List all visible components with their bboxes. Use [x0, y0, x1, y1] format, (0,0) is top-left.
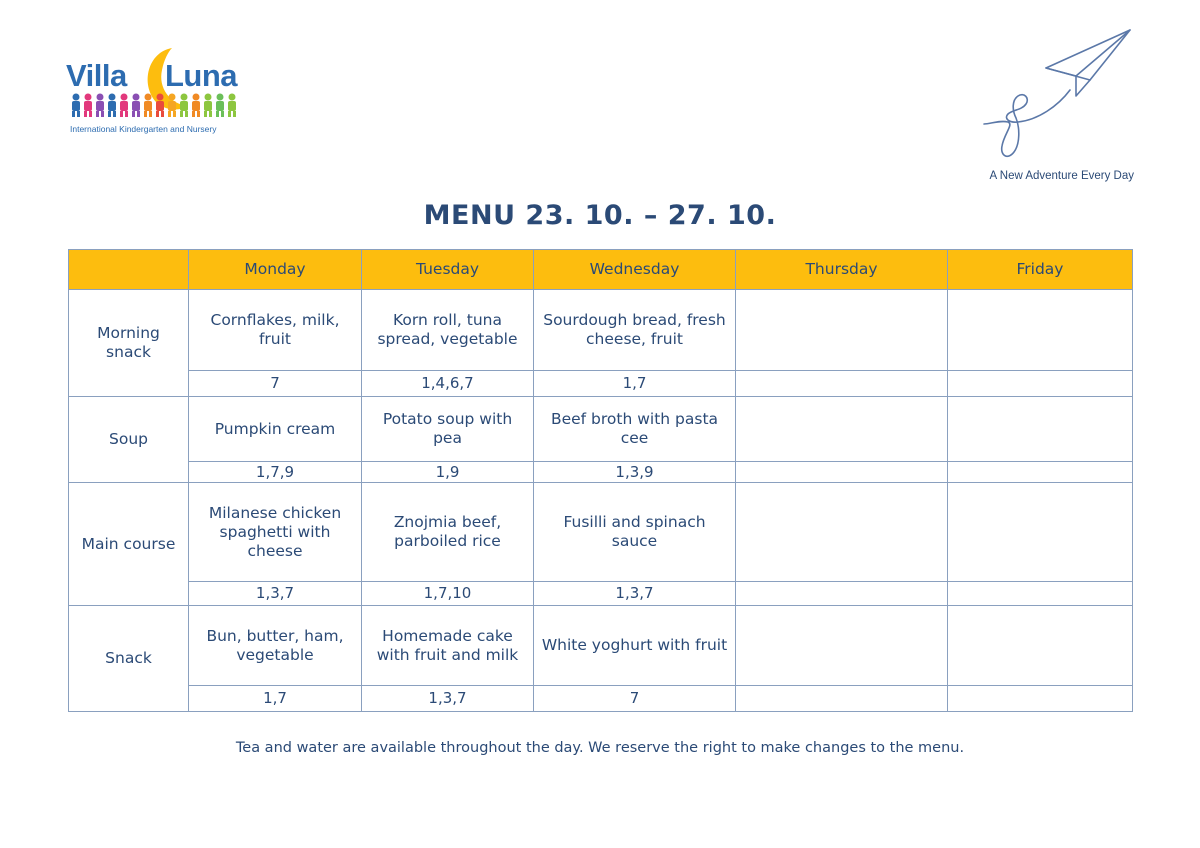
- meal-cell: Potato soup with pea: [362, 397, 534, 462]
- paper-plane-icon: [978, 28, 1138, 160]
- allergen-cell: 1,7,10: [362, 582, 534, 606]
- meal-cell: [948, 290, 1133, 371]
- allergen-cell: [948, 686, 1133, 712]
- allergen-row-main-course: [69, 582, 1133, 606]
- allergen-cell: 1,7,9: [189, 462, 362, 483]
- allergen-row-snack: [69, 686, 1133, 712]
- day-header-monday: Monday: [189, 250, 362, 290]
- meal-cell: [948, 483, 1133, 582]
- meal-cell: Homemade cake with fruit and milk: [362, 606, 534, 686]
- table-header-row: [69, 250, 1133, 290]
- allergen-cell: 1,9: [362, 462, 534, 483]
- meal-row-snack: [69, 606, 1133, 686]
- allergen-cell: 1,4,6,7: [362, 371, 534, 397]
- villa-luna-logo: [64, 40, 254, 140]
- tagline: A New Adventure Every Day: [989, 170, 1134, 182]
- meal-cell: Znojmia beef, parboiled rice: [362, 483, 534, 582]
- allergen-cell: 1,3,9: [534, 462, 736, 483]
- allergen-cell: [736, 462, 948, 483]
- meal-cell: Bun, butter, ham, vegetable: [189, 606, 362, 686]
- meal-cell: Beef broth with pasta cee: [534, 397, 736, 462]
- meal-cell: Pumpkin cream: [189, 397, 362, 462]
- day-header-wednesday: Wednesday: [534, 250, 736, 290]
- allergen-cell: 1,7: [534, 371, 736, 397]
- allergen-row-morning-snack: [69, 371, 1133, 397]
- meal-cell: Cornflakes, milk, fruit: [189, 290, 362, 371]
- meal-row-soup: [69, 397, 1133, 462]
- day-header-tuesday: Tuesday: [362, 250, 534, 290]
- meal-row-morning-snack: [69, 290, 1133, 371]
- children-row-icon: [70, 92, 242, 118]
- meal-cell: Sourdough bread, fresh cheese, fruit: [534, 290, 736, 371]
- menu-table: [68, 249, 1133, 712]
- allergen-cell: [948, 371, 1133, 397]
- meal-cell: [736, 290, 948, 371]
- allergen-cell: [948, 582, 1133, 606]
- allergen-cell: [736, 371, 948, 397]
- allergen-cell: 7: [189, 371, 362, 397]
- allergen-cell: [736, 686, 948, 712]
- footer-note: Tea and water are available throughout the day. We reserve the right to make changes to the menu.: [235, 740, 965, 756]
- allergen-cell: 1,7: [189, 686, 362, 712]
- category-soup: Soup: [69, 397, 189, 483]
- allergen-cell: 1,3,7: [362, 686, 534, 712]
- day-header-thursday: Thursday: [736, 250, 948, 290]
- day-header-friday: Friday: [948, 250, 1133, 290]
- meal-cell: [736, 483, 948, 582]
- category-snack: Snack: [69, 606, 189, 712]
- meal-cell: White yoghurt with fruit: [534, 606, 736, 686]
- allergen-cell: 7: [534, 686, 736, 712]
- meal-cell: Korn roll, tuna spread, vegetable: [362, 290, 534, 371]
- allergen-cell: [736, 582, 948, 606]
- logo-name-villa: Villa: [66, 58, 127, 93]
- meal-cell: Fusilli and spinach sauce: [534, 483, 736, 582]
- allergen-cell: 1,3,7: [189, 582, 362, 606]
- meal-cell: [736, 397, 948, 462]
- page-title: MENU 23. 10. – 27. 10.: [423, 200, 777, 231]
- corner-cell: [69, 250, 189, 290]
- allergen-cell: 1,3,7: [534, 582, 736, 606]
- category-morning-snack: Morning snack: [69, 290, 189, 397]
- allergen-row-soup: [69, 462, 1133, 483]
- meal-cell: [736, 606, 948, 686]
- meal-row-main-course: [69, 483, 1133, 582]
- meal-cell: [948, 606, 1133, 686]
- category-main-course: Main course: [69, 483, 189, 606]
- logo-subtitle: International Kindergarten and Nursery: [70, 124, 217, 134]
- meal-cell: [948, 397, 1133, 462]
- logo-name-luna: Luna: [165, 58, 238, 93]
- meal-cell: Milanese chicken spaghetti with cheese: [189, 483, 362, 582]
- allergen-cell: [948, 462, 1133, 483]
